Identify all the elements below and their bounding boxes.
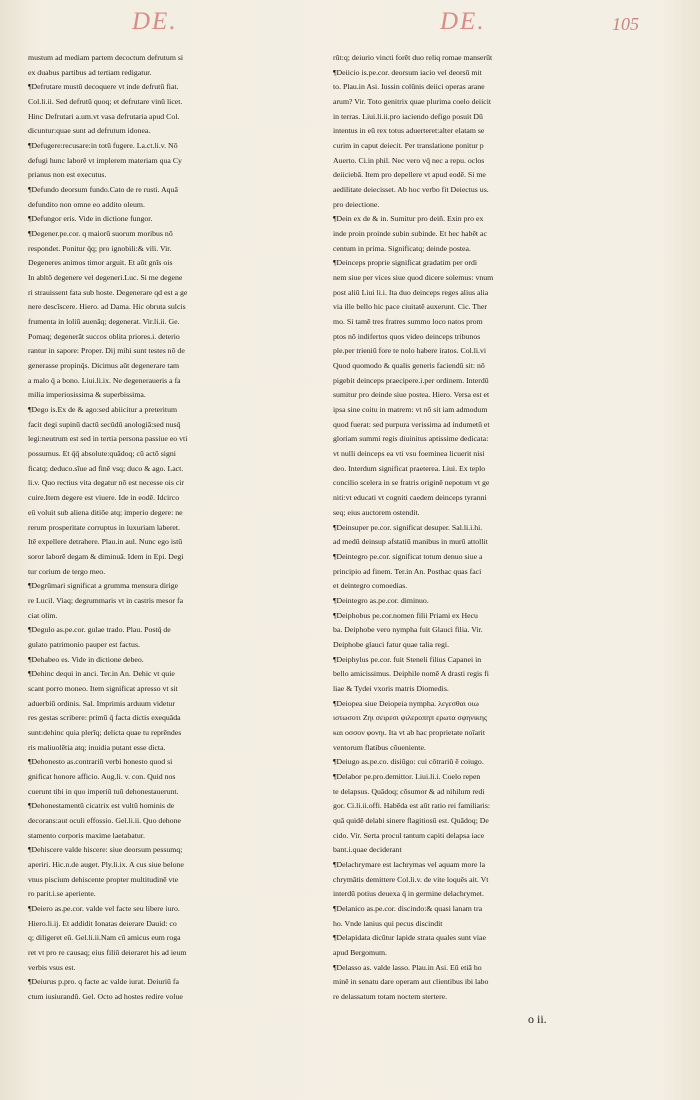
text-line: cuerunt tibi in quo imperiū tuū dehonestauerunt. <box>28 786 179 796</box>
running-head-right: DE. <box>440 8 486 35</box>
text-line: cido. Vir. Serta procul tantum capiti delapsa iace <box>333 830 485 840</box>
text-line: deiiciebā. Item pro depellere vt apud eodē. Si me <box>333 170 486 180</box>
text-line: ¶Delasso as. valde lasso. Plau.in Asi. Eū etiā ho <box>333 962 482 972</box>
text-line: ad medū deinsup afstatiū manibus in murū attollit <box>333 537 488 547</box>
text-line: scant porro moneo. Item significat apresso vt sit <box>28 683 178 693</box>
text-line: inde proin proinde subin subinde. Et hec habēt ac <box>333 229 487 239</box>
text-line: defugi hunc laborē vt implerem materiam qua Cy <box>28 155 182 165</box>
text-line: arum? Vir. Toto genitrix quae plurima coelo deiicit <box>333 97 492 107</box>
text-line: Quod quomodo & qualis generis faciendū sit: nō <box>333 361 485 371</box>
text-line: et deintegro comoedias. <box>333 581 408 591</box>
text-line: quod fuerat: sed purpura verissima ad indumetū et <box>333 419 490 429</box>
text-line: Auerto. Ci.in phil. Nec vero vq̄ nec a repu. oclos <box>333 155 485 165</box>
text-line: soror laborē degam & diminuā. Idem in Epi. Degi <box>28 551 184 561</box>
text-line: ¶Defugere:recusare:in totū fugere. La.ct.li.v. Nō <box>28 141 178 151</box>
text-line: pro deiectione. <box>333 199 380 209</box>
text-line: ¶Degrūmari significat a grumma mensura dirige <box>28 581 179 591</box>
text-line: centum in prima. Significatq; deinde postea. <box>333 243 471 253</box>
text-line: ¶Defrutare mustū decoquere vt inde defrutū fiat. <box>28 82 179 92</box>
text-line: mo. Si tamē tres fratres summo loco natos prom <box>333 317 483 327</box>
text-line: Degeneres animos timor arguit. Et aūt gnīs ois <box>28 258 173 268</box>
text-line: gulato patrimonio pauper est factus. <box>28 639 140 649</box>
text-line: li.v. Quo rectius vita degatur nō est necesse ois cir <box>28 478 185 488</box>
text-line: bello amicissimus. Deiphile nomē A drasti regis fi <box>333 669 489 679</box>
text-line: vnus piscium dehiscente propter multitudinē vte <box>28 874 179 884</box>
text-line: ris maliuolētia atq; inuidia putant esse dicta. <box>28 742 166 752</box>
text-line: ιστωσοτι Ζηι σειρεσι φιλεροπηπ ερωτα σφηνικης <box>333 713 488 723</box>
text-line: re Lucil. Viaq; degrummaris vt in castris mesor fa <box>28 595 184 605</box>
text-line: re delassatum totam noctem stertere. <box>333 992 448 1001</box>
text-line: liae & Tydei vxoris matris Diomedis. <box>333 683 449 693</box>
text-line: In abltō degenere vel degeneri.Luc. Si me degene <box>28 273 183 283</box>
text-line: ¶Deiicio is.pe.cor. deorsum iacio vel deorsū mit <box>333 67 482 77</box>
text-line: ciat olim. <box>28 610 58 620</box>
text-line: seq; eius auctorem ostendit. <box>333 507 420 517</box>
text-line: sumitur pro deinde siue postea. Hiero. Versa est et <box>333 390 490 400</box>
text-line: rūt:q; deiurio vincti forēt duo reliq romae manserūt <box>333 53 493 62</box>
text-line: gnificat honore afficio. Aug.li. v. con. Quid nos <box>28 771 176 781</box>
text-line: Col.li.ii. Sed defrutū quoq; et defrutare vinū licet. <box>28 97 183 107</box>
text-line: ¶Dehiscere valde hiscere: siue deorsum pessumq; <box>28 845 183 855</box>
text-line: Hiero.li.ij. Et addidit Ionatas deierare Dauid: co <box>28 918 177 928</box>
text-line: concilio scelera in se fratris originē nepotum vt ge <box>333 478 490 488</box>
text-line: Deiphobe glauci fatur quae talia regi. <box>333 639 450 649</box>
text-line: deo. Interdum significat praeterea. Liui. Ex teplo <box>333 463 486 473</box>
text-line: ¶Defundo deorsum fundo.Cato de re rusti. Aquā <box>28 185 178 195</box>
text-line: ipsa sine coitu in matrem: vt nō sit iam admodum <box>333 405 488 415</box>
text-line: apud Bergomum. <box>333 947 387 957</box>
text-line: nere descīscere. Hiero. ad Dama. Hic obruta sulcis <box>28 302 186 312</box>
text-line: post aliū Liui li.i. Ita duo deinceps reges alius alia <box>333 287 489 297</box>
text-line: milia imperiosissima & superbissima. <box>28 390 146 400</box>
text-line: to. Plau.in Asi. Iussin colūnis deiici operas arane <box>333 82 485 92</box>
text-line: ple.per trieniū fore te nolo habere iratos. Col.li.vi <box>333 346 487 356</box>
text-line: tur corium de tergo meo. <box>28 566 106 576</box>
text-line: frumenta in loliū auenāq; degenerat. Vir.li.ii. Ge. <box>28 317 180 327</box>
text-line: stamento corporis maxime laetabatur. <box>28 830 145 840</box>
text-line: ¶Deinceps proprie significat gradatim per ordi <box>333 258 478 268</box>
text-line: ctum iusiurandū. Gel. Octo ad hostes redire volue <box>28 992 183 1001</box>
text-line: dicuntur:quae sunt ad defrutum idonea. <box>28 126 151 136</box>
text-line: respondet. Ponitur q̄q; pro ignobili:& vili. Vir. <box>28 243 172 253</box>
text-line: prianus non est executus. <box>28 170 107 180</box>
text-line: ho. Vnde lanius qui pecus discindit <box>333 918 443 928</box>
text-line: in terras. Liui.li.ii.pro iaciendo defigo posuit Dū <box>333 111 483 121</box>
text-line: ¶Defungor eris. Vide in dictione fungor. <box>28 214 153 224</box>
text-line: Pomaq; degenerāt succos oblita priores.i. deterio <box>28 331 180 341</box>
text-line: res gestas scribere: primū q̄ facta dictis exequāda <box>28 713 181 723</box>
text-line: ¶Deiphylus pe.cor. fuit Steneli filius Capanei in <box>333 654 482 664</box>
text-line: a malo q̄ a bono. Liui.li.ix. Ne degeneraueris a fa <box>28 375 181 385</box>
text-line: ro parit.i.se aperiente. <box>28 889 96 899</box>
text-line: decorans:aut oculi effossio. Gel.li.ii. Quo dehone <box>28 815 181 825</box>
text-line: rerum prosperitate corruptus in luxuriam laberet. <box>28 522 180 532</box>
text-line: gor. Ci.li.ii.offi. Habēda est aūt ratio rei familiaris: <box>333 801 491 811</box>
text-line: minē in senatu dare operam aut clientibus ibi labo <box>333 977 489 987</box>
text-line: aedilitate deiecisset. Ab hoc verbo fit Deiectus us. <box>333 185 489 195</box>
text-line: intentus in eū rex totus aduerteret:alter elatam se <box>333 126 485 136</box>
text-line: nem siue per vices siue quod dicere solemus: vnum <box>333 273 494 283</box>
folio-number: 105 <box>612 14 639 34</box>
text-line: gloriam summi regis diuinitus aptissime dedicata: <box>333 434 489 444</box>
text-line: ¶Deiopea siue Deiopeia nympha. λεγεσθαι οιω <box>333 698 479 708</box>
text-line: ¶Degulo as.pe.cor. gulae trado. Plau. Postq̄ de <box>28 625 171 635</box>
text-line: aduerbiū ordinis. Sal. Imprimis arduum videtur <box>28 698 176 708</box>
text-line: q; diligeret eū. Gel.li.ii.Nam cū amicus eum roga <box>28 933 181 943</box>
text-line: ¶Dehonesto as.contrariū verbi honesto quod si <box>28 757 173 767</box>
text-line: facit degi supinū dactū secūdū anologiā:sed nusq̄ <box>28 419 181 429</box>
text-line: niti:vt educati vt cogniti caedem deinceps tyranni <box>333 493 487 503</box>
text-line: pigebit deinceps praecipere.i.per ordinem. Interdū <box>333 375 489 385</box>
text-line: verbis vsus est. <box>28 962 76 972</box>
running-head-left: DE. <box>132 8 178 35</box>
text-line: generasse propinq̄s. Dicimus aūt degenerare tam <box>28 361 180 371</box>
text-line: via ille bello hic pace ciuitatē auxerunt. Cic. Ther <box>333 302 487 312</box>
text-line: ¶Deintegro pe.cor. significat totum denuo siue a <box>333 551 483 561</box>
text-line: ¶Deiurus p.pro. q facte ac valde iurat. Deiuriū fa <box>28 977 179 987</box>
text-line: ret vt pro re causaq; eius filiū deieraret his ad ieum <box>28 947 187 957</box>
text-line: chrymātis demittere Col.li.v. de vite loquēs ait. Vt <box>333 874 489 884</box>
text-line: legi:neutrum est sed in tertia persona passiue eo vti <box>28 434 188 444</box>
text-line: ventorum flatibus cōueniente. <box>333 742 426 752</box>
text-line: ficatq; deduco.sīue ad finē vsq; duco & ago. Lact. <box>28 463 184 473</box>
text-line: ¶Dehonestamentū cicatrix est vultū hominis de <box>28 801 175 811</box>
text-line: cuire.Item degere est viuere. Ide in eodē. Idcirco <box>28 493 180 503</box>
text-line: ptos nō indifertos quos video deinceps tribunos <box>333 331 481 341</box>
text-line: και οσσον φονηι. Ita vt ab hac proprietate noīarit <box>333 727 486 737</box>
text-line: ¶Delabor pe.pro.demittor. Liui.li.i. Coelo repen <box>333 771 481 781</box>
right-column <box>333 51 643 1005</box>
text-line: ¶Delanico as.pe.cor. discindo:& quasi lanam tra <box>333 903 483 913</box>
signature-mark: o ii. <box>528 1012 547 1026</box>
text-line: aperiri. Hic.n.de auget. Ply.li.ix. A cus siue belone <box>28 859 184 869</box>
text-line: ¶Delachrymare est lachrymas vel aquam more la <box>333 859 486 869</box>
text-line: ¶Degener.pe.cor. q maiorū suorum moribus nō <box>28 229 173 239</box>
text-line: bant.i.quae deciderant <box>333 845 402 855</box>
text-line: rantur in sapore: Proper. Dij mihi sunt testes nō de <box>28 346 185 356</box>
text-line: ¶Deiugo as.pe.co. disiūgo: cui cōtrariū ē coiugo. <box>333 757 484 767</box>
text-line: mustum ad mediam partem decoctum defrutum si <box>28 53 184 62</box>
text-line: defundito non omne eo addito oleum. <box>28 199 145 209</box>
text-line: vt nulli deinceps ea vti vsu foeminea licuerit nisi <box>333 449 485 459</box>
text-line: sunt:dehinc quia plerīq; delicta quae tu reprēndes <box>28 727 182 737</box>
text-line: Itē expellere detrahere. Plau.in aul. Nunc ego istū <box>28 537 183 547</box>
text-line: ¶Deintegro as.pe.cor. diminuo. <box>333 595 429 605</box>
text-line: ba. Deiphobe vero nympha fuit Glauci filia. Vir. <box>333 625 483 635</box>
text-line: ex duabus partibus ad tertiam redigatur. <box>28 67 152 77</box>
text-line: ri strauissent fata sub hoste. Degenerare qd est a ge <box>28 287 188 297</box>
text-line: te delapsus. Quādoq; cōsumor & ad nihilum redi <box>333 786 485 796</box>
text-line: curim in caput deiecit. Per translatione ponitur p <box>333 141 484 151</box>
text-line: ¶Dego is.Ex de & ago:sed abiicitur a preteritum <box>28 405 178 415</box>
text-line: quā quidē delabi sinere flagitiosū est. Quādoq; De <box>333 815 489 825</box>
text-line: interdū potius deuexa q̄ in germine delachrymet. <box>333 889 484 899</box>
text-line: Hinc Defrutari a.um.vt vasa defrutaria apud Col. <box>28 111 180 121</box>
text-line: ¶Delapidata dicūtur lapide strata quales sunt viae <box>333 933 486 943</box>
text-line: ¶Deinsuper pe.cor. significat desuper. Sal.li.i.hi. <box>333 522 483 532</box>
text-line: ¶Dehinc dequi in anci. Ter.in An. Dehic vt quie <box>28 669 175 679</box>
text-line: ¶Deiphobus pe.cor.nomen filii Priami ex Hecu <box>333 610 478 620</box>
text-line: possumus. Et q̄q̄ absolute:quādoq; cū actō signi <box>28 449 176 459</box>
text-line: ¶Dein ex de & in. Sumitur pro deiñ. Exin pro ex <box>333 214 484 224</box>
text-line: eū voluit sub aliena ditiōe atq; imperio degere: ne <box>28 507 183 517</box>
text-line: principio ad finem. Ter.in An. Posthac quas faci <box>333 566 482 576</box>
left-column <box>28 51 338 1005</box>
text-line: ¶Dehabeo es. Vide in dictione debeo. <box>28 654 144 664</box>
text-line: ¶Deiero as.pe.cor. valde vel facte seu libere iuro. <box>28 903 180 913</box>
